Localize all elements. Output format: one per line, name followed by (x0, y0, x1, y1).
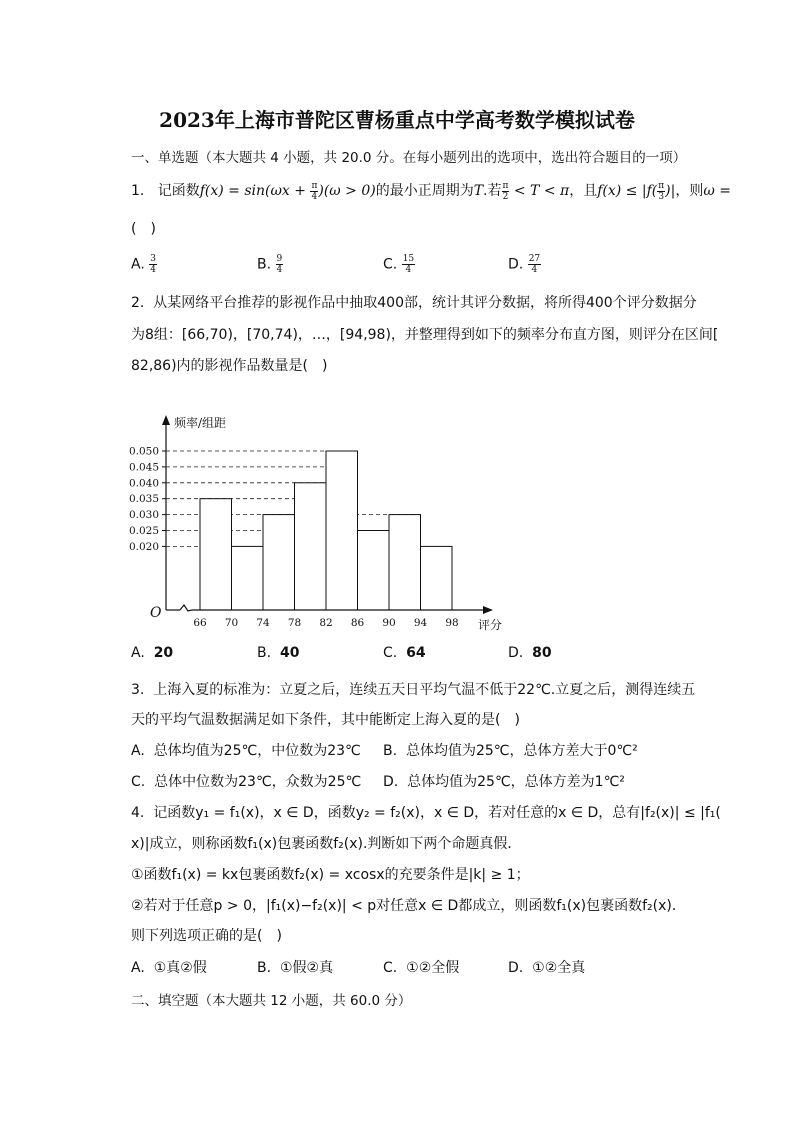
question-3-line-1: 3. 上海入夏的标准为：立夏之后，连续五天日平均气温不低于22℃.立夏之后，测得连续五 (131, 682, 696, 698)
y-tick-label: 0.020 (128, 540, 159, 553)
question-2-line-1: 2. 从某网络平台推荐的影视作品中抽取400部，统计其评分数据，将所得400个评分数据分 (131, 295, 697, 311)
question-number: 4. (131, 805, 145, 821)
x-tick-label: 98 (445, 617, 459, 629)
y-axis-label: 频率/组距 (174, 416, 227, 430)
question-2-option-a: A. 20 (131, 645, 174, 661)
question-3-line-2: 天的平均气温数据满足如下条件，其中能断定上海入夏的是( ) (131, 712, 520, 728)
histogram-bar (232, 546, 264, 610)
x-tick-label: 66 (193, 617, 207, 629)
x-tick-label: 86 (350, 617, 365, 629)
question-1-paren: ( ) (131, 221, 156, 237)
axis-break (180, 605, 192, 611)
question-4-option-d: D. ①②全真 (508, 960, 586, 976)
question-4-statement-2: ②若对于任意p > 0，|f₁(x)−f₂(x)| < p对任意x ∈ D都成立，则函数f₁(x)包裹函数f₂(x)． (131, 898, 686, 914)
origin-label: O (150, 605, 162, 621)
question-2-option-d: D. 80 (508, 645, 552, 661)
y-tick-label: 0.030 (128, 509, 159, 522)
histogram-bar (200, 499, 232, 610)
y-tick-label: 0.050 (128, 445, 159, 458)
question-4-line-1: 4. 记函数y₁ = f₁(x)，x ∈ D，函数y₂ = f₂(x)，x ∈ D，若对任意的x ∈ D，总有|f₂(x)| ≤ |f₁( (131, 805, 721, 821)
question-4-option-a: A. ①真②假 (131, 960, 207, 976)
question-4-prompt: 则下列选项正确的是( ) (131, 928, 282, 944)
question-3-option-b: B. 总体均值为25℃，总体方差大于0℃² (383, 743, 638, 759)
x-tick-label: 82 (319, 617, 333, 629)
histogram-bar (263, 515, 295, 610)
question-2-line-3: 82,86)内的影视作品数量是( ) (131, 358, 328, 374)
fraction: $\frac{\pi}{2}$ (502, 180, 509, 202)
page-title: 2023年上海市普陀区曹杨重点中学高考数学模拟试卷 (159, 108, 635, 132)
histogram-bar (358, 531, 390, 611)
y-tick-label: 0.040 (128, 477, 159, 490)
question-1-option-c: C. $\frac{15}{4}$ (383, 254, 415, 275)
question-3-option-d: D. 总体均值为25℃，总体方差为1℃² (383, 774, 625, 790)
x-tick-label: 70 (224, 617, 239, 629)
x-axis-label: 评分 (478, 618, 503, 632)
x-tick-label: 94 (413, 617, 428, 629)
question-number: 2. (131, 295, 145, 311)
y-axis-arrow (162, 415, 170, 425)
question-1-option-a: A. $\frac{3}{4}$ (131, 254, 156, 275)
histogram-bar (326, 451, 358, 610)
histogram-bar (421, 546, 453, 610)
histogram-bar (295, 483, 327, 610)
fraction: $\frac{\pi}{3}$ (658, 180, 665, 202)
question-4-option-c: C. ①②全假 (383, 960, 460, 976)
question-3-option-a: A. 总体均值为25℃，中位数为23℃ (131, 743, 361, 759)
section-heading-single-choice: 一、单选题（本大题共 4 小题，共 20.0 分。在每小题列出的选项中，选出符合题目的一项） (131, 150, 687, 166)
question-4-line-2: x)|成立，则称函数f₁(x)包裹函数f₂(x).判断如下两个命题真假． (131, 836, 522, 852)
y-tick-label: 0.045 (128, 461, 159, 474)
x-axis-arrow (483, 606, 493, 614)
question-1-option-b: B. $\frac{9}{4}$ (257, 254, 283, 275)
question-2-option-c: C. 64 (383, 645, 426, 661)
x-tick-label: 78 (287, 617, 302, 629)
y-tick-label: 0.025 (128, 525, 159, 537)
question-4-statement-1: ①函数f₁(x) = kx包裹函数f₂(x) = xcosx的充要条件是|k| ≥ 1； (131, 867, 530, 883)
question-3-option-c: C. 总体中位数为23℃，众数为25℃ (131, 774, 362, 790)
x-tick-label: 90 (382, 617, 396, 629)
question-2-option-b: B. 40 (257, 645, 300, 661)
histogram-bar (389, 515, 421, 610)
question-1-option-d: D. $\frac{27}{4}$ (508, 254, 541, 275)
x-tick-label: 74 (256, 617, 270, 629)
question-number: 3. (131, 682, 145, 698)
question-number: 1. (131, 183, 145, 199)
question-4-option-b: B. ①假②真 (257, 960, 334, 976)
fraction: $\frac{\pi}{4}$ (311, 180, 318, 202)
y-tick-label: 0.035 (128, 493, 159, 506)
question-1-line-1: 1. 记函数f(x) = sin(ωx + $\frac{\pi}{4}$ )(ω > 0)的最小正周期为T.若 $\frac{\pi}{2}$ < T < π，且f(x) ≤ |f( $\frac{\pi}{3}$ )|，则ω = (131, 180, 731, 202)
frequency-histogram (120, 405, 520, 635)
section-heading-fill-in: 二、填空题（本大题共 12 小题，共 60.0 分） (131, 993, 412, 1009)
question-2-line-2: 为8组：[66,70)，[70,74)，…，[94,98)，并整理得到如下的频率分布直方图，则评分在区间[ (131, 327, 719, 343)
